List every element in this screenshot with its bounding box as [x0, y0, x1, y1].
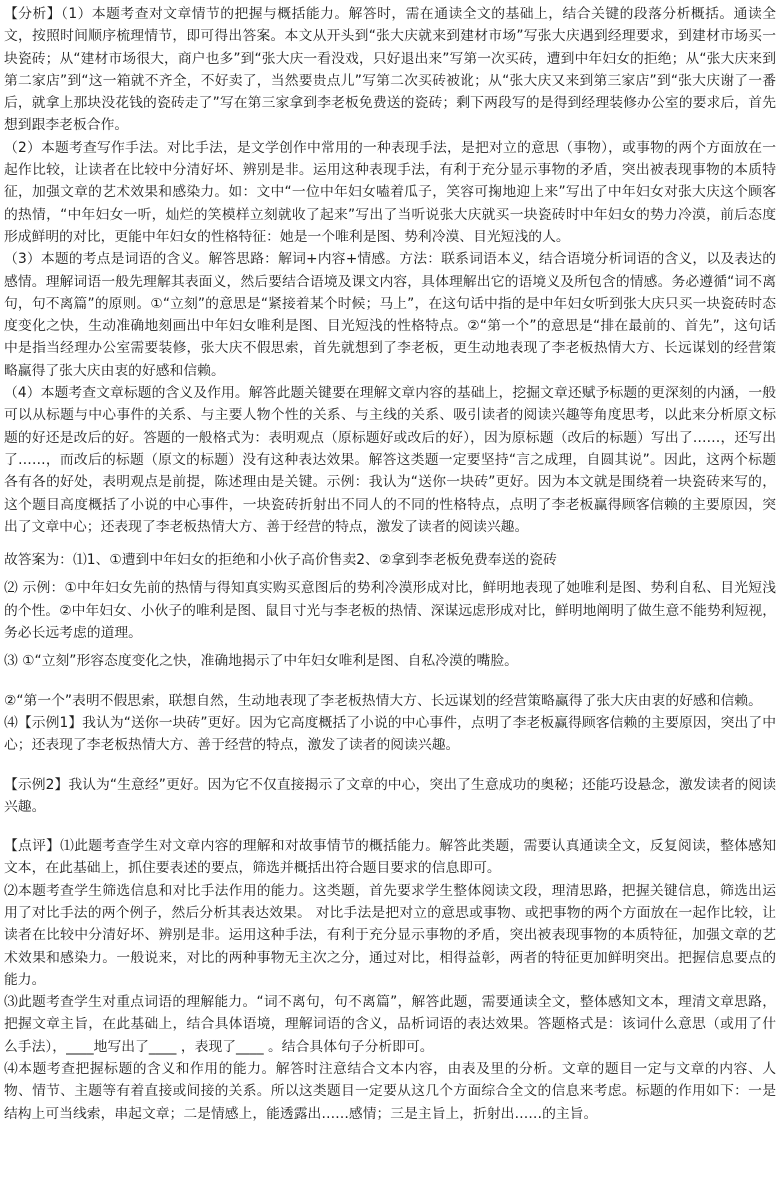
answer-3-part-2: ②“第一个”表明不假思索，联想自然，生动地表现了李老板热情大方、长远谋划的经营策略赢得了张大庆由衷的好感和信赖。	[4, 692, 762, 709]
comment-3: ⑶此题考查学生对重点词语的理解能力。“词不离句，句不离篇”，解答此题，需要通读全文，整体感知文本，理清文章思路，把握文章主旨，在此基础上，结合具体语境，理解词语的含义，品析词语的表达效果。答题格式是：该词什么意思（或用了什么手法），____地写出了____ ，表现了____ 。结合具体句子分析即可。	[4, 994, 776, 1055]
answer-2: ⑵ 示例：①中年妇女先前的热情与得知真实购买意图后的势利冷漠形成对比，鲜明地表现了她唯利是图、势利自私、目光短浅的个性。②中年妇女、小伙子的唯利是图、鼠目寸光与李老板的热情、深谋远虑形成对比，鲜明地阐明了做生意不能势利短视，务必长远考虑的道理。	[4, 580, 776, 642]
analysis-paragraph-1: 【分析】（1）本题考查对文章情节的把握与概括能力。解答时，需在通读全文的基础上，结合关键的段落分析概括。通读全文，按照时间顺序梳理情节，即可得出答案。本文从开头到“张大庆就来到建材市场”写张大庆遇到经理要求，到建材市场买一块瓷砖；从“建材市场很大，商户也多”到“张大庆一看没戏，只好退出来”写第一次买砖，遭到中年妇女的拒绝；从“张大庆来到第二家店”到“这一箱就不齐全，不好卖了，当然要贵点儿”写第二次买砖被讹；从“张大庆又来到第三家店”到“张大庆谢了一番后，就拿上那块没花钱的瓷砖走了”写在第三家拿到李老板免费送的瓷砖；剩下两段写的是得到经理装修办公室的要求后，首先想到跟李老板合作。	[4, 6, 776, 134]
comment-1: 【点评】⑴此题考查学生对文章内容的理解和对故事情节的概括能力。解答此类题，需要认真通读全文，反复阅读，整体感知文本，在此基础上，抓住要表述的要点，筛选并概括出符合题目要求的信息即可。	[4, 838, 776, 877]
answer-4-example-2: 【示例2】我认为“生意经”更好。因为它不仅直接揭示了文章的中心，突出了生意成功的奥秘；还能巧设悬念，激发读者的阅读兴趣。	[4, 776, 776, 815]
comment-4: ⑷本题考查把握标题的含义和作用的能力。解答时注意结合文本内容，由表及里的分析。文章的题目一定与文章的内容、人物、情节、主题等有着直接或间接的关系。所以这类题目一定要从这几个方面综合全文的信息来考虑。标题的作用如下：一是结构上可当线索，串起文章；二是情感上，能透露出……感情；三是主旨上，折射出……的主旨。	[4, 1061, 776, 1122]
comment-2: ⑵本题考查学生筛选信息和对比手法作用的能力。这类题，首先要求学生整体阅读文段，理清思路，把握关键信息，筛选出运用了对比手法的两个例子，然后分析其表达效果。 对比手法是把对立的意思或事物、或把事物的两个方面放在一起作比较，让读者在比较中分清好坏、辨别是非。运用这种手法，有利于充分显示事物的矛盾，突出被表现事物的本质特征，加强文章的艺术效果和感染力。一般说来，对比的两种事物无主次之分，通过对比，相得益彰，两者的特征更加鲜明突出。把握信息要点的能力。	[4, 882, 776, 988]
analysis-paragraph-4: （4）本题考查文章标题的含义及作用。解答此题关键要在理解文章内容的基础上，挖掘文章还赋予标题的更深刻的内涵，一般可以从标题与中心事件的关系、与主要人物个性的关系、与主线的关系、吸引读者的阅读兴趣等角度思考，以此来分析原文标题的好还是改后的好。答题的一般格式为：表明观点（原标题好或改后的好），因为原标题（改后的标题）写出了……，还写出了……，而改后的标题（原文的标题）没有这种表达效果。解答这类题一定要坚持“言之成理，自圆其说”。因此，这两个标题各有各的好处，表明观点是前提，陈述理由是关键。示例：我认为“送你一块砖”更好。因为本文就是围绕着一块瓷砖来写的，这个题目高度概括了小说的中心事件，一块瓷砖折射出不同人的不同的性格特点，点明了李老板赢得顾客信赖的主要原因，突出了文章中心；还表现了李老板热情大方、善于经营的特点，激发了读者的阅读兴趣。	[4, 385, 776, 535]
answer-3: ⑶ ①“立刻”形容态度变化之快，准确地揭示了中年妇女唯利是图、自私冷漠的嘴脸。	[4, 653, 518, 670]
analysis-paragraph-2: （2）本题考查写作手法。对比手法，是文学创作中常用的一种表现手法，是把对立的意思（事物），或事物的两个方面放在一起作比较，让读者在比较中分清好坏、辨别是非。运用这种表现手法，有利于充分显示事物的矛盾，突出被表现事物的本质特征，加强文章的艺术效果和感染力。如：文中“一位中年妇女嗑着瓜子，笑容可掬地迎上来”写出了中年妇女对张大庆这个顾客的热情，“中年妇女一听，灿烂的笑模样立刻就收了起来”写出了当听说张大庆就买一块瓷砖时中年妇女的势力冷漠，前后态度形成鲜明的对比，更能中年妇女的性格特征：她是一个唯利是图、势利冷漠、目光短浅的人。	[4, 139, 776, 245]
spacer	[4, 757, 776, 774]
answer-1: 故答案为：⑴1、①遭到中年妇女的拒绝和小伙子高价售卖2、②拿到李老板免费奉送的瓷砖	[4, 552, 557, 569]
analysis-paragraph-3: （3）本题的考点是词语的含义。解答思路：解词+内容+情感。方法：联系词语本义，结合语境分析词语的含义，以及表达的感情。理解词语一般先理解其表面义，然后要结合语境及课文内容，具体理解出它的语境义及所包含的情感。务必遵循“词不离句，句不离篇”的原则。①“立刻”的意思是“紧接着某个时候；马上”，在这句话中指的是中年妇女听到张大庆只买一块瓷砖时态度变化之快，生动准确地刻画出中年妇女唯利是图、目光短浅的性格特点。②“第一个”的意思是“排在最前的、首先”，这句话中是指当经理办公室需要装修，张大庆不假思索，首先就想到了李老板，更生动地表现了李老板热情大方、长远谋划的经营策略赢得了张大庆由衷的好感和信赖。	[4, 251, 776, 379]
spacer	[4, 818, 776, 835]
spacer	[4, 538, 776, 549]
answer-4: ⑷【示例1】我认为“送你一块砖”更好。因为它高度概括了小说的中心事件，点明了李老板赢得顾客信赖的主要原因，突出了中心；还表现了李老板热情大方、善于经营的特点，激发了读者的阅读兴趣。	[4, 714, 776, 754]
spacer	[4, 673, 776, 690]
